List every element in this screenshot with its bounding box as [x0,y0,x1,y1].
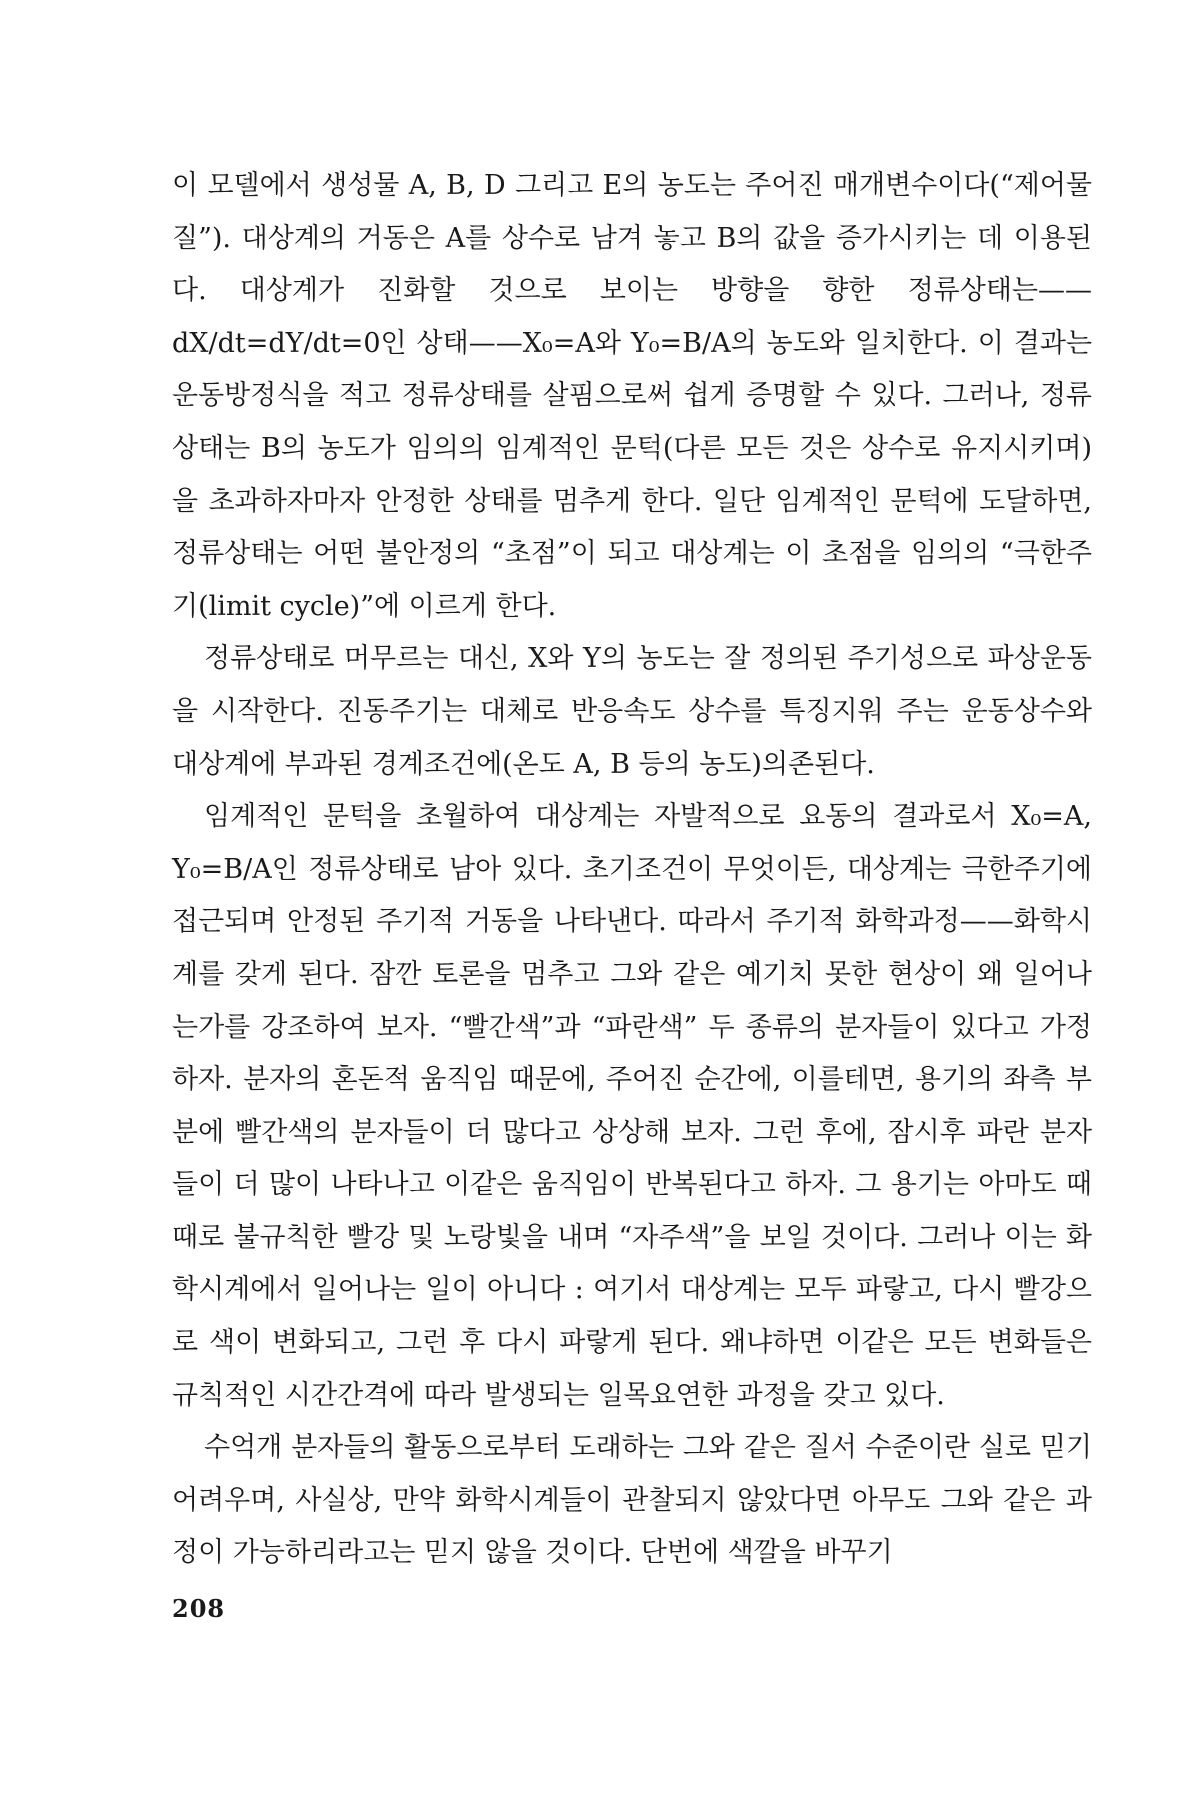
page-number: 208 [172,1594,226,1623]
body-text [172,160,1092,1580]
paragraph-2: 정류상태로 머무르는 대신, X와 Y의 농도는 잘 정의된 주기성으로 파상운동을 시작한다. 진동주기는 대체로 반응속도 상수를 특징지워 주는 운동상수와 대상계에 부과된 경계조건에(온도 A, B 등의 농도)의존된다. [172,643,1092,780]
paragraph-4: 수억개 분자들의 활동으로부터 도래하는 그와 같은 질서 수준이란 실로 믿기 어려우며, 사실상, 만약 화학시계들이 관찰되지 않았다면 아무도 그와 같은 과정이 가능하리라고는 믿지 않을 것이다. 단번에 색깔을 바꾸기 [172,1432,1092,1569]
paragraph-1: 이 모델에서 생성물 A, B, D 그리고 E의 농도는 주어진 매개변수이다(“제어물질”). 대상계의 거동은 A를 상수로 남겨 놓고 B의 값을 증가시키는 데 이용된다. 대상계가 진화할 것으로 보이는 방향을 향한 정류상태는——dX/dt=dY/dt=0인 상태——X₀=A와 Y₀=B/A의 농도와 일치한다. 이 결과는 운동방정식을 적고 정류상태를 살핌으로써 쉽게 증명할 수 있다. 그러나, 정류상태는 B의 농도가 임의의 임계적인 문턱(다른 모든 것은 상수로 유지시키며)을 초과하자마자 안정한 상태를 멈추게 한다. 일단 임계적인 문턱에 도달하면, 정류상태는 어떤 불안정의 “초점”이 되고 대상계는 이 초점을 임의의 “극한주기(limit cycle)”에 이르게 한다. [172,170,1092,622]
paragraph-3: 임계적인 문턱을 초월하여 대상계는 자발적으로 요동의 결과로서 X₀=A, Y₀=B/A인 정류상태로 남아 있다. 초기조건이 무엇이든, 대상계는 극한주기에 접근되며 안정된 주기적 거동을 나타낸다. 따라서 주기적 화학과정——화학시계를 갖게 된다. 잠깐 토론을 멈추고 그와 같은 예기치 못한 현상이 왜 일어나는가를 강조하여 보자. “빨간색”과 “파란색” 두 종류의 분자들이 있다고 가정하자. 분자의 혼돈적 움직임 때문에, 주어진 순간에, 이를테면, 용기의 좌측 부분에 빨간색의 분자들이 더 많다고 상상해 보자. 그런 후에, 잠시후 파란 분자들이 더 많이 나타나고 이같은 움직임이 반복된다고 하자. 그 용기는 아마도 때때로 불규칙한 빨강 및 노랑빛을 내며 “자주색”을 보일 것이다. 그러나 이는 화학시계에서 일어나는 일이 아니다 : 여기서 대상계는 모두 파랗고, 다시 빨강으로 색이 변화되고, 그런 후 다시 파랗게 된다. 왜냐하면 이같은 모든 변화들은 규칙적인 시간간격에 따라 발생되는 일목요연한 과정을 갖고 있다. [172,801,1092,1411]
